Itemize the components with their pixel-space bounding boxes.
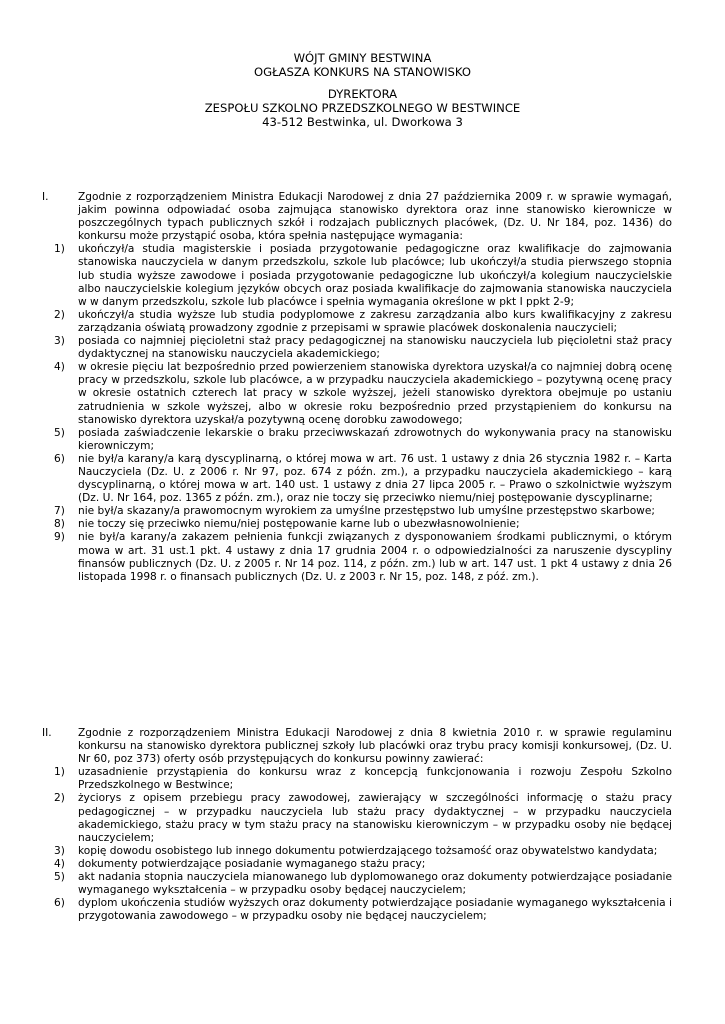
list-item <box>54 845 672 858</box>
list-item <box>54 792 672 844</box>
list-item <box>54 361 672 426</box>
item-number: 7) <box>54 505 65 518</box>
item-text: dokumenty potwierdzające posiadanie wymaganego stażu pracy; <box>78 857 426 870</box>
announcement-header <box>0 51 725 129</box>
section-numeral: II. <box>42 727 52 739</box>
item-text: kopię dowodu osobistego lub innego dokumentu potwierdzającego tożsamość oraz obywatelstwo kandydata; <box>78 844 658 857</box>
list-item <box>54 871 672 897</box>
item-text: posiada co najmniej pięcioletni staż pracy pedagogicznej na stanowisku nauczyciela lub pięcioletni staż pracy dydaktycznej na stanowisku nauczyciela akademickiego; <box>78 335 672 361</box>
item-text: ukończył/a studia wyższe lub studia podyplomowe z zakresu zarządzania albo kurs kwalifikacyjny z zakresu zarządzania oświatą prowadzony zgodnie z przepisami w sprawie placówek doskonalenia nauczycieli; <box>78 308 672 334</box>
item-number: 1) <box>54 243 65 256</box>
item-text: w okresie pięciu lat bezpośrednio przed powierzeniem stanowiska dyrektora uzyskał/a co najmniej dobrą ocenę pracy w przedszkolu, szkole lub placówce, a w przypadku nauczyciela akademickiego – pozytywną ocenę pracy w okresie ostatnich czterech lat pracy w szkole wyższej, jeżeli stanowisko dyrektora obejmuje po ustaniu zatrudnienia w szkole wyższej, albo w okresie roku bezpośrednio przed przystąpieniem do konkursu na stanowisko dyrektora uzyskał/a pozytywną ocenę dorobku zawodowego; <box>78 361 672 426</box>
list-item <box>54 518 672 531</box>
item-number: 9) <box>54 531 65 544</box>
item-number: 4) <box>54 857 65 870</box>
item-number: 2) <box>54 308 65 321</box>
header-line-2: OGŁASZA KONKURS NA STANOWISKO <box>253 65 471 79</box>
item-text: dyplom ukończenia studiów wyższych oraz dokumenty potwierdzające posiadanie wymaganego wykształcenia i przygotowania zawodowego – w przypadku osoby nie będącej nauczycielem; <box>78 897 672 923</box>
list-item <box>54 531 672 583</box>
item-number: 6) <box>54 452 65 465</box>
item-text: ukończył/a studia magisterskie i posiada przygotowanie pedagogiczne oraz kwalifikacje do zajmowania stanowiska nauczyciela w danym przedszkolu, szkole lub placówce; lub ukończył/a studia pierwszego stopnia lub studia wyższe zawodowe i posiada przygotowanie pedagogiczne lub ukończył/a kolegium nauczycielskie albo nauczycielskie kolegium języków obcych oraz posiada kwalifikacje do zajmowania stanowiska nauczyciela w w danym przedszkolu, szkole lub placówce i spełnia wymagania określone w pkt I ppkt 2-9; <box>78 243 672 308</box>
item-text: uzasadnienie przystąpienia do konkursu wraz z koncepcją funkcjonowania i rozwoju Zespołu Szkolno Przedszkolnego w Bestwince; <box>78 766 672 792</box>
list-item <box>54 766 672 792</box>
item-text: posiada zaświadczenie lekarskie o braku przeciwwskazań zdrowotnych do wykonywania pracy na stanowisku kierowniczym; <box>78 426 672 452</box>
offer-contents-list <box>0 766 725 923</box>
section-offer-contents <box>0 727 725 923</box>
item-number: 5) <box>54 871 65 884</box>
list-item <box>54 897 672 923</box>
item-text: nie był/a karany/a zakazem pełnienia funkcji związanych z dysponowaniem środkami publicznymi, o którym mowa w art. 31 ust.1 pkt. 4 ustawy z dnia 17 grudnia 2004 r. o odpowiedzialności za naruszenie dyscypliny finansów publicznych (Dz. U. z 2005 r. Nr 14 poz. 114, z późn. zm.) lub w art. 147 ust. 1 pkt 4 ustawy z dnia 26 listopada 1998 r. o finansach publicznych (Dz. U. z 2003 r. Nr 15, poz. 148, z póź. zm.). <box>78 531 672 583</box>
section-numeral: I. <box>42 191 49 203</box>
item-number: 6) <box>54 897 65 910</box>
list-item <box>54 453 672 505</box>
header-line-3: DYREKTORA <box>327 87 398 101</box>
item-text: nie toczy się przeciwko niemu/niej postępowanie karne lub o ubezwłasnowolnienie; <box>78 518 520 531</box>
item-text: akt nadania stopnia nauczyciela mianowanego lub dyplomowanego oraz dokumenty potwierdzające posiadanie wymaganego wykształcenia – w przypadku osoby będącej nauczycielem; <box>78 871 672 897</box>
item-text: nie był/a skazany/a prawomocnym wyrokiem za umyślne przestępstwo lub umyślne przestępstwo skarbowe; <box>78 505 655 518</box>
section-intro: Zgodnie z rozporządzeniem Ministra Edukacji Narodowej z dnia 8 kwietnia 2010 r. w sprawie regulaminu konkursu na stanowisko dyrektora publicznej szkoły lub placówki oraz trybu pracy komisji konkursowej, (Dz. U. Nr 60, poz 373) oferty osób przystępujących do konkursu powinny zawierać: <box>78 727 672 766</box>
list-item <box>54 309 672 335</box>
header-line-4: ZESPOŁU SZKOLNO PRZEDSZKOLNEGO W BESTWINCE <box>204 101 521 115</box>
header-line-1: WÓJT GMINY BESTWINA <box>293 51 432 65</box>
item-text: nie był/a karany/a karą dyscyplinarną, o której mowa w art. 76 ust. 1 ustawy z dnia 26 stycznia 1982 r. – Karta Nauczyciela (Dz. U. z 2006 r. Nr 97, poz. 674 z późn. zm.), a przypadku nauczyciela akademickiego – karą dyscyplinarną, o której mowa w art. 140 ust. 1 ustawy z dnia 27 lipca 2005 r. – Prawo o szkolnictwie wyższym (Dz. U. Nr 164, poz. 1365 z późn. zm.), oraz nie toczy się przeciwko niemu/niej postępowanie dyscyplinarne; <box>78 452 672 505</box>
header-line-5: 43-512 Bestwinka, ul. Dworkowa 3 <box>262 115 463 129</box>
item-number: 4) <box>54 361 65 374</box>
list-item <box>54 858 672 871</box>
item-text: życiorys z opisem przebiegu pracy zawodowej, zawierający w szczególności informację o stażu pracy pedagogicznej – w przypadku nauczyciela lub stażu pracy dydaktycznej – w przypadku nauczyciela akademickiego, stażu pracy w tym stażu pracy na stanowisku kierowniczym – w przypadku osoby nie będącej nauczycielem; <box>78 792 672 844</box>
list-item <box>54 243 672 308</box>
list-item <box>54 427 672 453</box>
item-number: 3) <box>54 844 65 857</box>
list-item <box>54 505 672 518</box>
section-intro: Zgodnie z rozporządzeniem Ministra Edukacji Narodowej z dnia 27 października 2009 r. w sprawie wymagań, jakim powinna odpowiadać osoba zajmująca stanowisko dyrektora oraz inne stanowisko kierownicze w poszczególnych typach publicznych szkół i rodzajach publicznych placówek, (Dz. U. Nr 184, poz. 1436) do konkursu może przystąpić osoba, która spełnia następujące wymagania: <box>78 191 672 243</box>
requirements-list <box>0 243 725 583</box>
section-requirements <box>0 191 725 584</box>
item-number: 5) <box>54 426 65 439</box>
item-number: 8) <box>54 518 65 531</box>
item-number: 1) <box>54 766 65 779</box>
list-item <box>54 335 672 361</box>
item-number: 2) <box>54 792 65 805</box>
item-number: 3) <box>54 335 65 348</box>
